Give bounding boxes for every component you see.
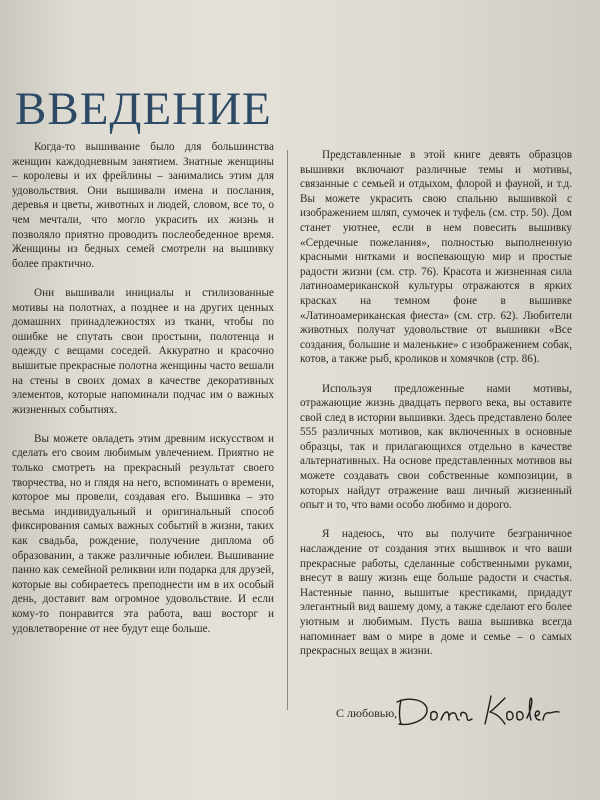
right-paragraph: Я надеюсь, что вы получите безграничное наслаждение от создания этих вышивок и что ваши прекрасные работы, сделанные собственными руками, внесут в вашу жизнь еще больше радости и счастья. Настенные панно, вышитые крестиками, придадут элегантный вид вашему дому, а также сделают его более уютным и любимым. Пусть ваша вышивка всегда напоминает вам о мире в доме и семье – о самых прекрасных вещах в жизни.	[300, 528, 572, 658]
left-column	[12, 140, 274, 651]
right-column	[300, 148, 572, 673]
left-paragraph: Они вышивали инициалы и стилизованные мотивы на полотнах, а позднее и на других ценных домашних принадлежностях из ткани, чтобы по ошибке не спутать свои простыни, полотенца и одежду с вещами соседей. Аккуратно и красочно вышитые прекрасные полотна женщины часто вешали на стены в своих домах в качестве декоративных элементов, которые напоминали подчас им о важных жизненных событиях.	[12, 286, 274, 416]
signoff-text: С любовью,	[336, 706, 398, 720]
right-paragraph: Используя предложенные нами мотивы, отражающие жизнь двадцать первого века, вы оставите свой след в истории вышивки. Здесь представлено более 555 различных мотивов, как включенных в основные образцы, так и прилагающихся отдельно в качестве альтернативных. На основе представленных мотивов вы можете создавать свои собственные композиции, в которых найдут отражение ваш личный жизненный опыт и то, что вами особо любимо и дорого.	[300, 382, 572, 512]
page-title: ВВЕДЕНИЕ	[15, 83, 272, 135]
handwritten-signature	[393, 690, 563, 732]
right-paragraph: Представленные в этой книге девять образцов вышивки включают различные темы и мотивы, связанные с семьей и отдыхом, флорой и фауной, и т.д. Вы можете украсить свою спальню вышивкой с изображением шляп, сумочек и туфель (см. стр. 50). Дом станет уютнее, если в нем повесить вышивку «Сердечные пожелания», полностью выполненную красными нитками и воспевающую мир и простые радости жизни (см. стр. 76). Красота и жизненная сила латиноамериканской культуры отражаются в ярких красках на темном фоне в вышивке «Латиноамериканская фиеста» (см. стр. 62). Любители животных получат удовольствие от вышивки «Все создания, большие и маленькие» с изображением собак, котов, а также рыб, кроликов и хомячков (стр. 86).	[300, 149, 572, 366]
left-paragraph: Когда-то вышивание было для большинства женщин каждодневным занятием. Знатные женщины – королевы и их фрейлины – занимались этим для удовольствия. Они вышивали имена и послания, деревья и цветы, животных и людей, словом, все то, о чем мечтали, что могло украсить их жизнь и позволяло приятно проводить послеобеденное время. Женщины из бедных семей смотрели на вышивку более практично.	[12, 141, 274, 270]
column-divider	[287, 150, 288, 710]
left-paragraph: Вы можете овладеть этим древним искусством и сделать его своим любимым увлечением. Приятно не только смотреть на прекрасный результат своего творчества, но и глядя на него, вспоминать о времени, которое мы провели, создавая его. Вышивка – это весьма индивидуальный и оригинальный способ фиксирования самых важных событий в жизни, таких как свадьба, рождение, получение диплома об образовании, а также различные юбилеи. Вышивание панно как семейной реликвии или подарка для друзей, которые вы собираетесь преподнести им в их особый день, доставит вам огромное удовольствие. И если кому-то понравится эта работа, ваш восторг и удовлетворение от нее будут еще больше.	[12, 432, 274, 635]
